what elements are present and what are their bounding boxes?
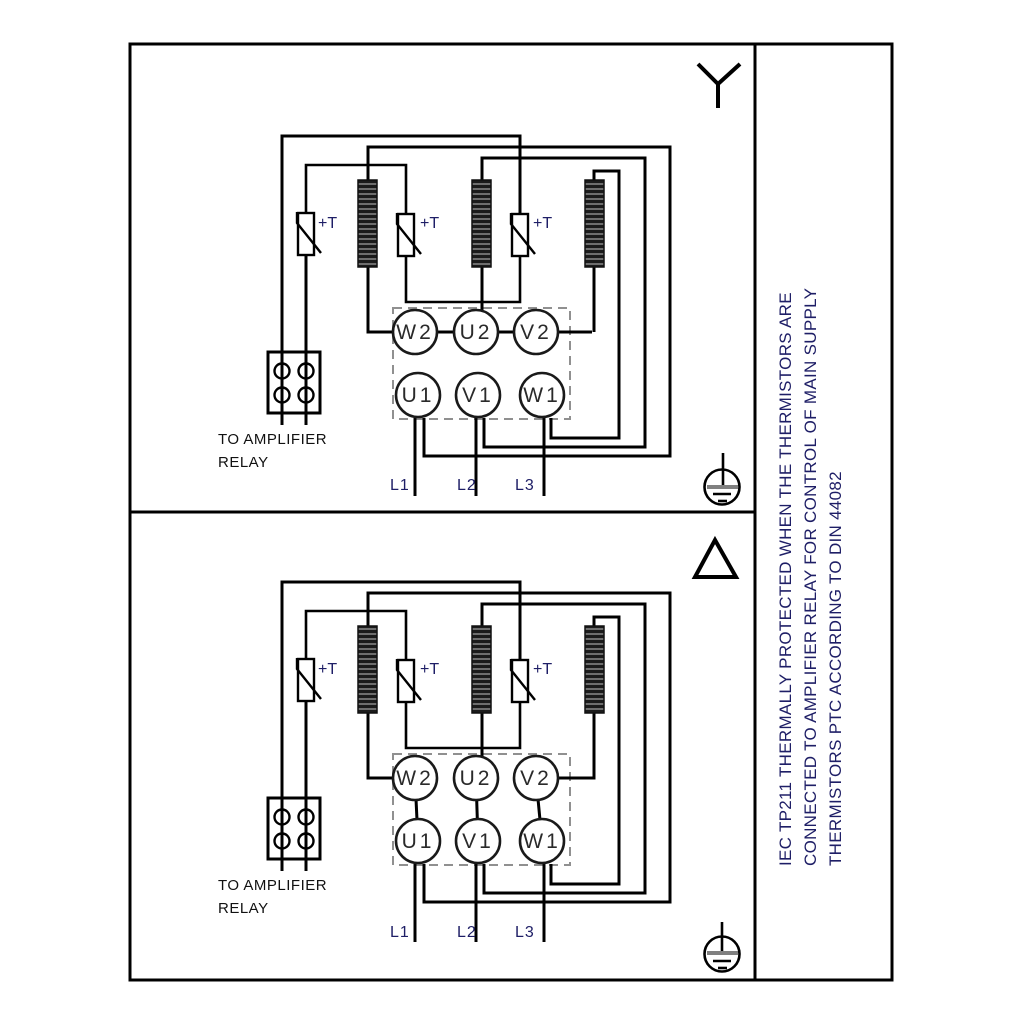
amplifier-relay-block — [268, 798, 320, 859]
terminal-label: W2 — [396, 767, 434, 790]
side-note — [776, 288, 845, 866]
supply-label-L3: L3 — [515, 477, 535, 494]
relay-caption-line2: RELAY — [218, 454, 269, 471]
relay-caption-line1: TO AMPLIFIER — [218, 431, 328, 448]
star-y-icon — [698, 64, 740, 108]
side-note-line3: THERMISTORS PTC ACCORDING TO DIN 44082 — [826, 471, 845, 866]
winding-coil — [585, 626, 604, 713]
thermistors — [297, 212, 552, 256]
delta-triangle-icon — [695, 540, 736, 577]
thermistor-label: +T — [318, 661, 338, 678]
terminal-label: U1 — [401, 830, 435, 853]
earth-icon — [705, 453, 740, 505]
supply-label-L1: L1 — [390, 477, 410, 494]
panel-delta — [218, 540, 740, 972]
thermistor-label: +T — [533, 215, 553, 232]
terminal-label: U2 — [459, 321, 493, 344]
motor-windings — [358, 180, 604, 267]
supply-label-L2: L2 — [457, 924, 477, 941]
terminal-label: V2 — [520, 321, 552, 344]
terminal-label: W1 — [523, 384, 561, 407]
relay-caption-line1: TO AMPLIFIER — [218, 877, 328, 894]
side-note-line2: CONNECTED TO AMPLIFIER RELAY FOR CONTROL OF MAIN SUPPLY — [801, 287, 820, 866]
terminal-label: V1 — [462, 384, 494, 407]
earth-icon — [705, 922, 740, 972]
thermistor-label: +T — [318, 215, 338, 232]
thermistor-label: +T — [420, 215, 440, 232]
thermistor-label: +T — [533, 661, 553, 678]
supply-label-L2: L2 — [457, 477, 477, 494]
winding-coil — [358, 180, 377, 267]
terminal-label: W1 — [523, 830, 561, 853]
side-note-line1: IEC TP211 THERMALLY PROTECTED WHEN THE THERMISTORS ARE — [776, 292, 795, 866]
terminal-label: V1 — [462, 830, 494, 853]
winding-coil — [585, 180, 604, 267]
terminal-label: W2 — [396, 321, 434, 344]
panel-star — [218, 64, 740, 505]
winding-coil — [472, 626, 491, 713]
terminal-circles — [393, 310, 564, 417]
relay-caption-line2: RELAY — [218, 900, 269, 917]
terminal-label: U1 — [401, 384, 435, 407]
thermistor-label: +T — [420, 661, 440, 678]
winding-coil — [358, 626, 377, 713]
supply-label-L1: L1 — [390, 924, 410, 941]
thermistors — [297, 658, 552, 702]
supply-label-L3: L3 — [515, 924, 535, 941]
terminal-label: U2 — [459, 767, 493, 790]
motor-windings — [358, 626, 604, 713]
winding-coil — [472, 180, 491, 267]
amplifier-relay-block — [268, 352, 320, 413]
terminal-label: V2 — [520, 767, 552, 790]
